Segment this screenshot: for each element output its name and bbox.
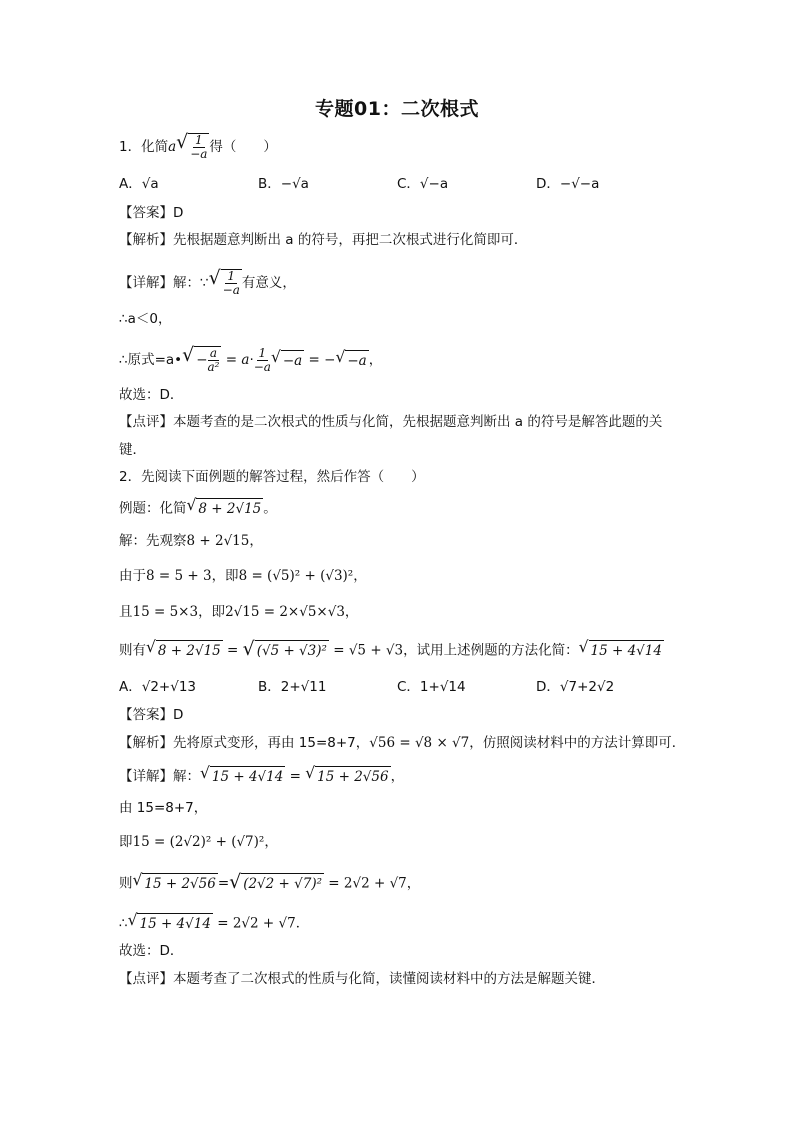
q1-option-c: C．√−a [397, 176, 449, 192]
q2-answer: 【答案】D [119, 707, 184, 723]
q1-detail-3: ∴原式=a• √ − $\frac{a}{\text{a²}}$ = a· $\frac{1}{-a}$ √ −a = − √ −a ， [119, 344, 383, 374]
q1-detail-4: 故选：D． [119, 387, 184, 403]
q2-example: 例题：化简 √ 8 + 2√15 。 [119, 496, 277, 517]
q1-detail-1: 【详解】解：∵ √ $\frac{1}{-a}$ 有意义， [119, 267, 296, 297]
page-title: 专题01：二次根式 [315, 98, 479, 120]
q2-solution-2: 由于8 = 5 + 3，即8 = (√5)² + (√3)²， [119, 568, 367, 584]
q1-analysis: 【解析】先根据题意判断出 a 的符号，再把二次根式进行化简即可． [119, 232, 528, 248]
q2-detail-6: 故选：D． [119, 943, 184, 959]
q1-option-a: A．√a [119, 176, 159, 192]
q2-comment: 【点评】本题考查了二次根式的性质与化简，读懂阅读材料中的方法是解题关键． [119, 971, 605, 987]
q2-detail-4: 则 √ 15 + 2√56 = √ (2√2 + √7)² = 2√2 + √7， [119, 871, 421, 893]
q2-detail-5: ∴ √ 15 + 4√14 = 2√2 + √7． [119, 911, 310, 932]
q1-detail-2: ∴a＜0， [119, 311, 172, 327]
q1-option-b: B．−√a [258, 176, 309, 192]
q1-stem: 1．化简a √ $\frac{1}{-a}$ 得（ ） [119, 131, 277, 161]
q2-analysis: 【解析】先将原式变形，再由 15=8+7，√56 = √8 × √7，仿照阅读材料中的方法计算即可． [119, 735, 686, 751]
q1-comment-2: 键． [119, 442, 146, 458]
q2-option-c: C．1+√14 [397, 679, 466, 695]
q2-detail-1: 【详解】解： √ 15 + 4√14 = √ 15 + 2√56 ， [119, 764, 405, 785]
q2-stem: 2．先阅读下面例题的解答过程，然后作答（ ） [119, 469, 425, 485]
q2-solution-3: 且15 = 5×3，即2√15 = 2×√5×√3， [119, 604, 359, 620]
q1-comment-1: 【点评】本题考查的是二次根式的性质与化简，先根据题意判断出 a 的符号是解答此题的关 [119, 414, 663, 430]
q2-option-a: A．√2+√13 [119, 679, 197, 695]
q2-option-b: B．2+√11 [258, 679, 327, 695]
q2-detail-3: 即15 = (2√2)² + (√7)²， [119, 834, 278, 850]
q2-detail-2: 由 15=8+7， [119, 800, 208, 816]
q1-answer: 【答案】D [119, 205, 184, 221]
q2-solution-4: 则有 √ 8 + 2√15 = √ (√5 + √3)² = √5 + √3，试用上述例题的方法化简： √ 15 + 4√14 [119, 638, 662, 660]
q2-solution-1: 解：先观察8 + 2√15， [119, 533, 263, 549]
q1-option-d: D．−√−a [536, 176, 600, 192]
q2-option-d: D．√7+2√2 [536, 679, 615, 695]
